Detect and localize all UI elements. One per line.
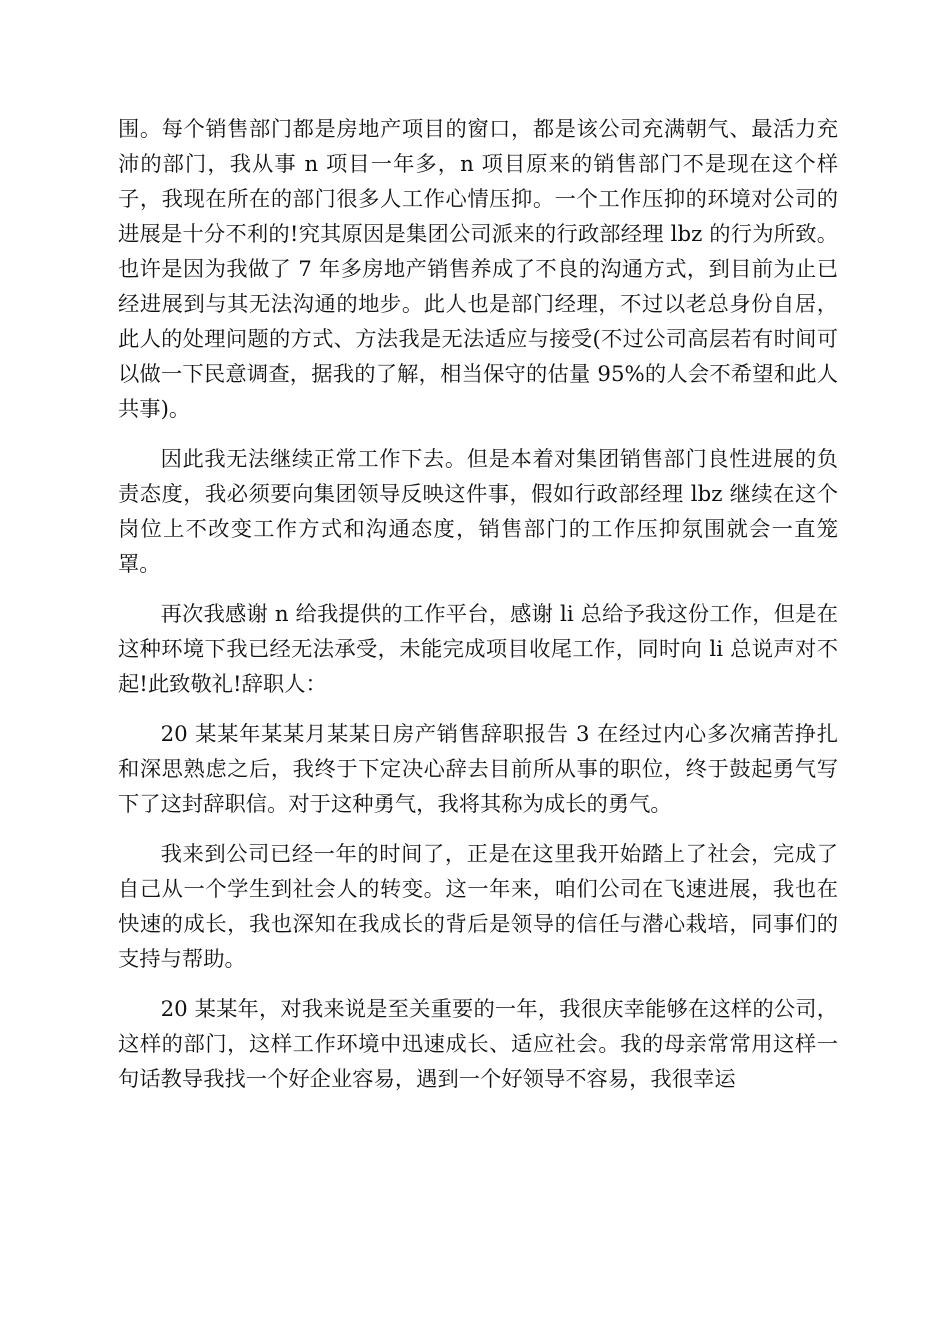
- paragraph-2: 因此我无法继续正常工作下去。但是本着对集团销售部门良性进展的负责态度，我必须要向集团领导反映这件事，假如行政部经理 lbz 继续在这个岗位上不改变工作方式和沟通态度，销售部门的工作压抑氛围就会一直笼罩。: [118, 447, 838, 577]
- paragraph-5: 我来到公司已经一年的时间了，正是在这里我开始踏上了社会，完成了自己从一个学生到社会人的转变。这一年来，咱们公司在飞速进展，我也在快速的成长，我也深知在我成长的背后是领导的信任与潜心栽培，同事们的支持与帮助。: [118, 842, 838, 972]
- paragraph-3: 再次我感谢 n 给我提供的工作平台，感谢 li 总给予我这份工作，但是在这种环境下我已经无法承受，未能完成项目收尾工作，同时向 li 总说声对不起!此致敬礼!辞职人：: [118, 602, 838, 697]
- paragraph-6: 20 某某年，对我来说是至关重要的一年，我很庆幸能够在这样的公司，这样的部门，这样工作环境中迅速成长、适应社会。我的母亲常常用这样一句话教导我找一个好企业容易，遇到一个好领导不容易，我很幸运: [118, 997, 838, 1092]
- paragraph-4: 20 某某年某某月某某日房产销售辞职报告 3 在经过内心多次痛苦挣扎和深思熟虑之后，我终于下定决心辞去目前所从事的职位，终于鼓起勇气写下了这封辞职信。对于这种勇气，我将其称为成长的勇气。: [118, 722, 838, 817]
- document-body: [118, 112, 838, 1112]
- paragraph-1: 围。每个销售部门都是房地产项目的窗口，都是该公司充满朝气、最活力充沛的部门，我从事 n 项目一年多，n 项目原来的销售部门不是现在这个样子，我现在所在的部门很多人工作心情压抑。一个工作压抑的环境对公司的进展是十分不利的!究其原因是集团公司派来的行政部经理 lbz 的行为所致。也许是因为我做了 7 年多房地产销售养成了不良的沟通方式，到目前为止已经进展到与其无法沟通的地步。此人也是部门经理，不过以老总身份自居，此人的处理问题的方式、方法我是无法适应与接受(不过公司高层若有时间可以做一下民意调查，据我的了解，相当保守的估量 95%的人会不希望和此人共事)。: [118, 117, 838, 422]
